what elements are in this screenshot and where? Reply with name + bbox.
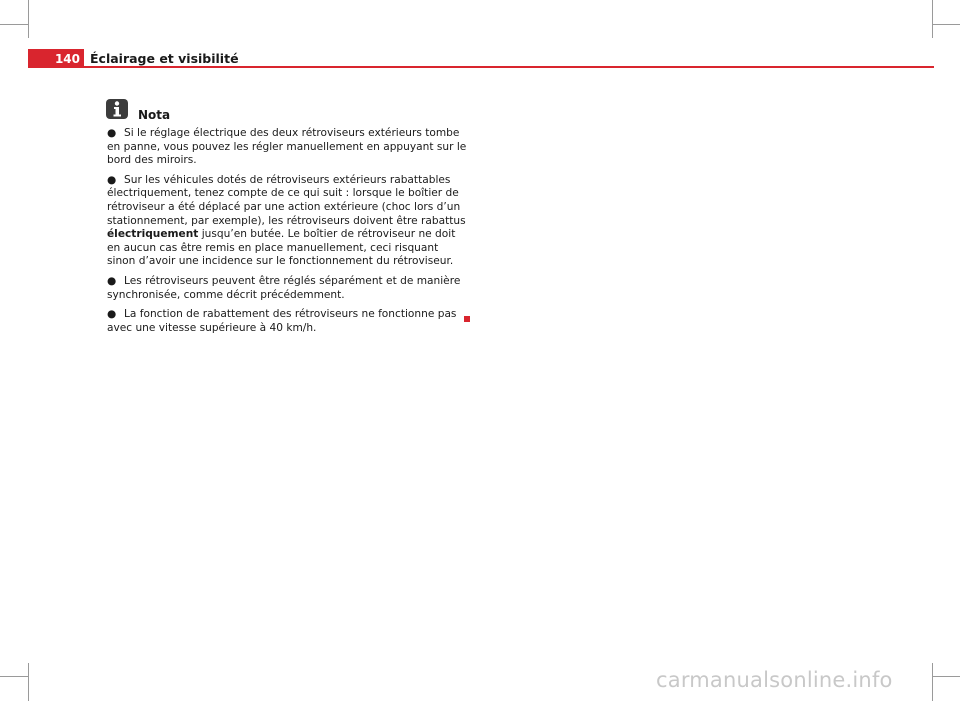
note-text: Les rétroviseurs peuvent être réglés séparément et de manière synchronisée, comme décrit précédemment. — [107, 274, 461, 301]
list-item — [107, 127, 467, 168]
crop-mark — [932, 24, 960, 25]
note-body — [107, 127, 467, 341]
list-item — [107, 174, 467, 269]
crop-mark — [932, 0, 933, 38]
crop-mark — [0, 676, 28, 677]
note-title: Nota — [138, 108, 171, 122]
bullet: ● — [107, 173, 117, 186]
crop-mark — [932, 663, 933, 701]
list-item — [107, 275, 467, 302]
crop-mark — [932, 676, 960, 677]
bullet: ● — [107, 274, 117, 287]
section-title: Éclairage et visibilité — [90, 51, 239, 66]
note-text: Si le réglage électrique des deux rétroviseurs extérieurs tombe en panne, vous pouvez les régler manuellement en appuyant sur le bord des miroirs. — [107, 127, 467, 167]
bullet: ● — [107, 308, 117, 321]
crop-mark — [0, 24, 28, 25]
page-number: 140 — [28, 49, 84, 68]
header-rule — [84, 66, 934, 68]
list-item — [107, 308, 467, 335]
crop-mark — [28, 663, 29, 701]
watermark: carmanualsonline.info — [656, 668, 893, 692]
note-text: Sur les véhicules dotés de rétroviseurs extérieurs rabattables électriquement, tenez compte de ce qui suit : lorsque le boîtier de rétroviseur a été déplacé par une action extérieure (choc lors d’un stationnement, par exemple), les rétroviseurs doivent être rabattus — [107, 173, 466, 227]
bullet: ● — [107, 127, 117, 139]
note-bold-text: électriquement — [107, 228, 199, 241]
note-text: La fonction de rabattement des rétroviseurs ne fonctionne pas avec une vitesse supérieure à 40 km/h. — [107, 308, 457, 334]
info-icon — [106, 99, 128, 119]
section-end-marker — [464, 316, 470, 322]
crop-mark — [28, 0, 29, 38]
note-text: jusqu’en butée. Le boîtier de rétroviseur ne doit en aucun cas être remis en place manuellement, ceci risquant sinon d’avoir une incidence sur le fonctionnement du rétroviseur. — [107, 228, 456, 268]
